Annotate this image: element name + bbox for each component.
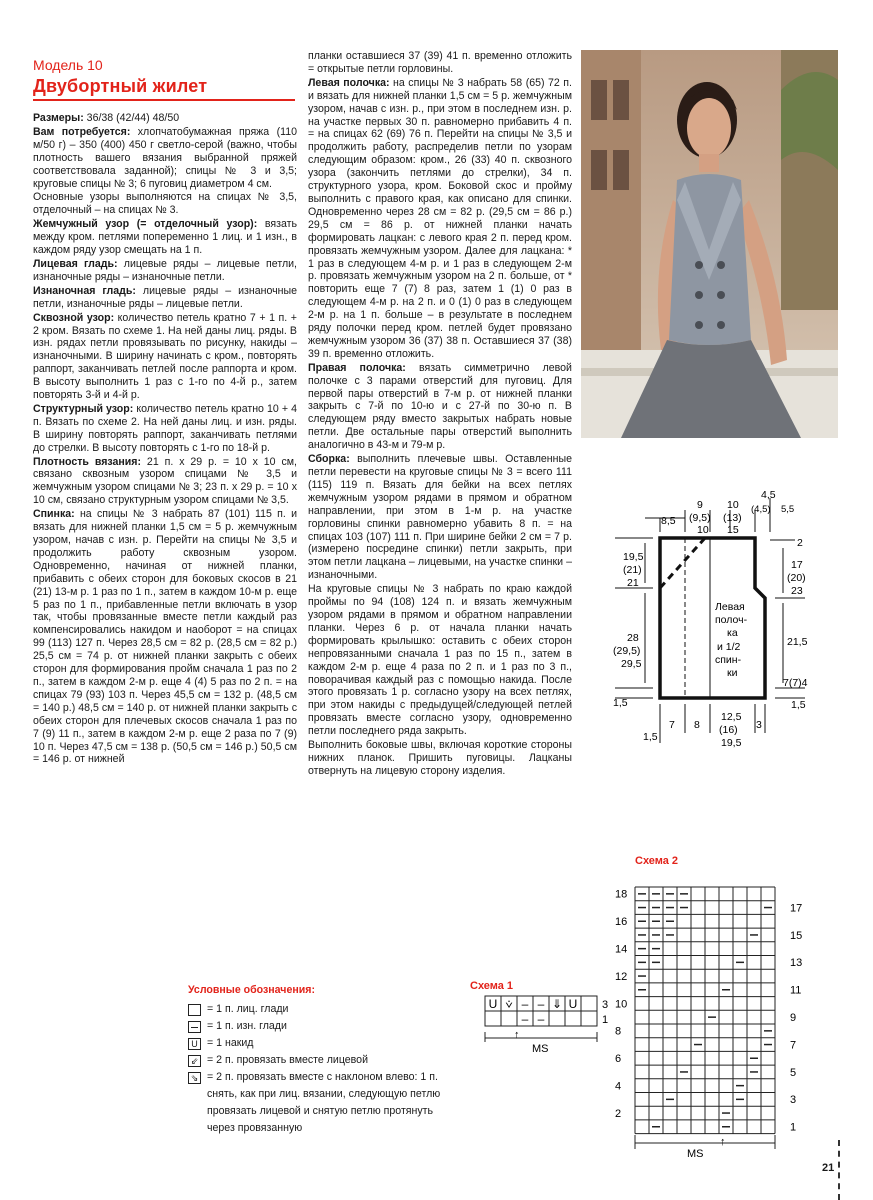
- dim-right-2: 2: [797, 537, 803, 549]
- schema-1-row-3: 3: [602, 999, 609, 1011]
- paragraph-back: Спинка: на спицы № 3 набрать 87 (101) 115 п. и вязать для нижней планки 1,5 см = 5 р. жемчужным узором, начав с изн. р. Перейти на спицы № 3,5 и продолжить работу сквозным узором. Одновременно, начиная от нижней планки, прибавить с обеих сторон для боковых скосов в 21 (21) 13-м р. 1 раз по 1 п., затем в каждом 10-м р. еще 5 раз по 1 п., прибавленные петли включать в узор так, чтобы провязанные вместе петли каждый раз компенсировались накидом и наоборот = на спицах 99 (113) 127 п. Через 28,5 см = 82 р. (28,5 см = 82 р.) 25,5 см = 74 р. от нижней планки закрыть с обеих сторон для формирования пройм сначала 1 раз по 2 п., затем в каждом 2-м р. еще 4 (4) 5 раз по 2 п. = на спицах 79 (93) 103 п. Через 45,5 см = 132 р. (48,5 см = 140 р.) 48,5 см = 140 р. от нижней планки закрыть с обеих сторон для плечевых скосов сначала 1 раз по 7 (9) 11 п., затем в каждом 2-м р. еще 2 раза по 7 (9) 10 п. Через 47,5 см = 138 р. (50,5 см = 146 р.) 50,5 см = 146 р. от нижней: [33, 508, 297, 766]
- dim-top-15: 15: [727, 524, 739, 536]
- inner-label-5: спин-: [715, 654, 742, 666]
- construction-diagram-svg: [605, 488, 840, 768]
- schema-1-grid: [470, 992, 620, 1072]
- svg-text:U: U: [488, 997, 498, 1011]
- ssk-icon: ⇘: [188, 1072, 201, 1084]
- schema-2-row-label: 10: [615, 998, 628, 1011]
- construction-diagram: [605, 488, 840, 773]
- schema-2-row-label: 11: [790, 984, 802, 997]
- paragraph-materials: Вам потребуется: хлопчатобумажная пряжа (110 м/50 г) – 350 (400) 450 г светло-серой (важно, чтобы плотность вашего вязания выбранной пряжей соответствовала заданной); спицы № 3 и 3,5; круговые спицы № 3; 6 пуговиц диаметром 4 см.: [33, 125, 297, 190]
- dim-right-7-7-4: 7(7)4: [783, 677, 808, 689]
- paragraph-finishing: Выполнить боковые швы, включая короткие стороны нижних планок. Пришить пуговицы. Лацканы отвернуть на лицевую сторону изделия.: [308, 739, 572, 777]
- model-photo-illustration: [581, 50, 838, 438]
- dim-bottom-16: (16): [719, 724, 738, 736]
- schema-2-row-label: 4: [615, 1080, 622, 1093]
- schema-2-title: Схема 2: [635, 855, 679, 867]
- svg-text:–: –: [521, 1012, 529, 1026]
- schema-2-row-label: 7: [790, 1039, 797, 1052]
- dim-top-4-5b: (4,5): [751, 504, 771, 515]
- page-title: Двубортный жилет: [33, 76, 208, 96]
- paragraph-back-cont: планки оставшиеся 37 (39) 41 п. временно отложить = открытые петли горловины.: [308, 50, 572, 75]
- schema-2-row-label: 5: [790, 1066, 797, 1079]
- dim-left-19-5: 19,5: [623, 551, 644, 563]
- schema-1-row-1: 1: [602, 1014, 609, 1026]
- dim-right-17: 17: [791, 559, 803, 571]
- dim-left-29-5: 29,5: [621, 658, 642, 670]
- paragraph-seed-stitch: Жемчужный узор (= отделочный узор): вязать между кром. петлями попеременно 1 лиц. и 1 изн., в каждом ряду узор смещать на 1 п.: [33, 218, 297, 257]
- inner-label-2: полоч-: [715, 614, 748, 626]
- legend-item: ⇙ = 2 п. провязать вместе лицевой: [188, 1052, 458, 1069]
- dim-right-21-5: 21,5: [787, 636, 808, 648]
- svg-text:–: –: [521, 997, 529, 1011]
- paragraph-gauge: Плотность вязания: 21 п. х 29 р. = 10 х 10 см, связано сквозным узором спицами № 3,5 и жемчужным узором спицами № 3; 23 п. х 29 р. = 10 х 10 см, связано структурным узором спицами № 3,5.: [33, 455, 298, 507]
- schema-2-row-label: 8: [615, 1025, 622, 1038]
- legend: [188, 982, 458, 1137]
- dim-left-1-5: 1,5: [613, 697, 628, 709]
- schema-2-row-label: 14: [615, 943, 628, 956]
- paragraph-reverse-stockinette: Изнаночная гладь: лицевые ряды – изнаночные петли, изнаночные ряды – лицевые петли.: [33, 284, 297, 310]
- k2tog-icon: ⇙: [188, 1055, 201, 1067]
- inner-label-4: и 1/2: [717, 641, 741, 653]
- model-photo: [581, 50, 838, 438]
- paragraph-right-front: Правая полочка: вязать симметрично левой полочке с 3 парами отверстий для пуговиц. Для первой пары отверстий в 7-м р. от нижней планки закрыть с 7-й по 10-ю и с 27-й по 30-ю п. В следующем ряду вместо закрытых набрать новые петли. Две остальные пары отверстий выполнить аналогично в 43-м и 79-м р.: [308, 361, 572, 452]
- dim-top-4-5: 4,5: [761, 489, 776, 501]
- schema-2: [605, 855, 815, 1162]
- schema-2-row-label: 3: [790, 1094, 797, 1107]
- yarn-over-icon: U: [188, 1038, 201, 1050]
- dim-bottom-19-5: 19,5: [721, 737, 742, 749]
- dim-top-13: (13): [723, 512, 742, 524]
- inner-label-3: ка: [727, 627, 738, 639]
- schema-2-ms: MS: [687, 1148, 704, 1157]
- schema-2-row-label: 6: [615, 1053, 622, 1066]
- dim-top-10b: 10: [727, 499, 739, 511]
- dim-top-9: 9: [697, 499, 703, 511]
- knit-stitch-icon: [188, 1004, 201, 1016]
- legend-item: U = 1 накид: [188, 1035, 458, 1052]
- dim-right-23: 23: [791, 585, 803, 597]
- dim-left-1-5b: 1,5: [643, 731, 658, 743]
- schema-2-arrow-icon: ↑: [720, 1136, 726, 1148]
- legend-item: ⇘ = 2 п. провязать вместе с наклоном влево: 1 п. снять, как при лиц. вязании, следующую петлю провязать лицевой и снятую петлю протянуть через провязанную: [188, 1069, 458, 1137]
- dim-top-5-5: 5,5: [781, 504, 795, 515]
- svg-text:–: –: [537, 1012, 545, 1026]
- dim-right-20: (20): [787, 572, 806, 584]
- dim-top-8-5: 8,5: [661, 515, 676, 527]
- schema-2-row-label: 1: [790, 1121, 797, 1134]
- dim-bottom-3: 3: [756, 719, 762, 731]
- model-label: Модель 10: [33, 57, 103, 73]
- legend-item: = 1 п. лиц. глади: [188, 1001, 458, 1018]
- purl-stitch-icon: [188, 1021, 201, 1033]
- svg-text:U: U: [568, 997, 578, 1011]
- paragraph-sizes: Размеры: 36/38 (42/44) 48/50: [33, 112, 180, 124]
- dim-bottom-12-5: 12,5: [721, 711, 742, 723]
- dim-left-21: 21: [627, 577, 639, 589]
- dim-top-9-5: (9,5): [689, 512, 711, 524]
- dim-top-10: 10: [697, 524, 709, 536]
- left-text-column: [33, 112, 297, 767]
- dim-left-21p: (21): [623, 564, 642, 576]
- schema-2-row-label: 2: [615, 1107, 622, 1120]
- schema-1: [470, 980, 620, 1077]
- schema-2-grid: [605, 867, 815, 1157]
- legend-title: Условные обозначения:: [188, 984, 315, 996]
- paragraph-textured: Структурный узор: количество петель кратно 10 + 4 п. Вязать по схеме 2. На ней даны лиц. и изн. ряды. В ширину повторять раппорт, заканчивать петлями до стрелки. В высоту повторять с 1-го по 18-й р.: [33, 402, 297, 454]
- dim-left-29-5p: (29,5): [613, 645, 641, 657]
- schema-2-row-label: 17: [790, 902, 803, 915]
- schema-2-row-label: 18: [615, 888, 628, 901]
- paragraph-stockinette: Лицевая гладь: лицевые ряды – лицевые петли, изнаночные ряды – изнаночные петли.: [33, 257, 297, 283]
- dim-right-1-5: 1,5: [791, 699, 806, 711]
- schema-2-row-label: 13: [790, 957, 803, 970]
- dim-bottom-8: 8: [694, 719, 700, 731]
- inner-label-6: ки: [727, 667, 738, 679]
- title-underline: [33, 99, 295, 101]
- paragraph-openwork: Сквозной узор: количество петель кратно 7 + 1 п. + 2 кром. Вязать по схеме 1. На ней даны лиц. ряды. В изн. рядах петли провязывать по рисунку, накиды – изнаночными. В ширину начинать с кром., повторять раппорт, заканчивать петлей после раппорта и кром. В высоту выполнить 1 раз с 1-го по 4-й р., затем повторять 3-й и 4-й р.: [33, 311, 297, 402]
- dim-bottom-7: 7: [669, 719, 675, 731]
- schema-2-row-label: 16: [615, 916, 628, 929]
- schema-1-arrow-icon: ↑: [514, 1029, 520, 1041]
- schema-1-ms: MS: [532, 1043, 549, 1055]
- paragraph-basic-patterns: Основные узоры выполняются на спицах № 3,5, отделочный – на спицах № 3.: [33, 191, 297, 217]
- svg-text:⇓: ⇓: [551, 997, 563, 1011]
- schema-1-title: Схема 1: [470, 980, 514, 992]
- schema-2-row-label: 15: [790, 929, 803, 942]
- svg-text:⩒: ⩒: [505, 997, 513, 1011]
- page-number: 21: [822, 1162, 835, 1174]
- paragraph-assembly: Сборка: выполнить плечевые швы. Оставленные петли перевести на круговые спицы № 3 = всего 111 (115) 119 п. Вязать для бейки на всех петлях жемчужным узором рядами в прямом и обратном направлении, при этом в 1-м р. на участке горловины спинки равномерно убавить 8 п. = на спицах 103 (107) 111 п. При ширине бейки 2 см = 7 р. (измерено посредине спинки) петли закрыть, при этом петли лацкана – лицевыми, на участке спинки – изнаночными.: [308, 453, 572, 582]
- middle-text-column: [308, 50, 572, 779]
- page-edge-rule: [838, 1140, 840, 1200]
- schema-2-row-label: 9: [790, 1012, 797, 1024]
- paragraph-left-front: Левая полочка: на спицы № 3 набрать 58 (65) 72 п. и вязать для нижней планки 1,5 см = 5 р. жемчужным узором, начав с изн. р., при этом в последнем изн. р. на участке первых 30 п. равномерно прибавить 4 п. = на спицах 62 (69) 76 п. Перейти на спицы № 3,5 и продолжить работу, распределив петли по узорам следующим образом: кром., 26 (33) 40 п. сквозного узора (закончить петлями до стрелки), 34 п. структурного узора, кром. Боковой скос и пройму выполнить с правого края, как описано для спинки. Одновременно через 28 см = 82 р. (29,5 см = 86 р.) 29,5 см = 86 р. от нижней планки начать формировать лацкан: с левого края 2 п. перед кром. провязать жемчужным узором. Далее для лацкана: * 1 раз в следующем 4-м р. и 1 раз в следующем 2-м р. провязать жемчужным узором на 2 п. больше, от * повторить еще 7 (7) 8 раз, затем 1 (1) 0 раз в следующем 4-м р. на 2 п. и 0 (1) 0 раз в следующем 2-м р. на 1 п. больше – в результате в последнем ряду полочки перед кром. петлей будет провязано жемчужным узором 36 (37) 38 п. Оставшиеся 37 (38) 39 п. временно отложить.: [308, 76, 572, 360]
- legend-item: = 1 п. изн. глади: [188, 1018, 458, 1035]
- schema-2-row-label: 12: [615, 970, 628, 983]
- svg-text:–: –: [537, 997, 545, 1011]
- inner-label-1: Левая: [715, 601, 745, 613]
- paragraph-armhole: На круговые спицы № 3 набрать по краю каждой проймы по 94 (108) 124 п. и вязать жемчужным узором рядами в прямом и обратном направлении планки. Через 6 р. от начала планки начать формировать крылышко: оставить с обеих сторон непровязанными сначала 1 раз по 15 п., затем в каждом 2-м р. еще 4 раза по 2 п. и 1 раз по 3 п., поворачивая каждый раз с помощью накида. После этого провязать 1 р. согласно узору на всех петлях, при этом накиды с предыдущей/следующей петлей провязать вместе согласно узору, одновременно петли последнего ряда закрыть.: [308, 583, 572, 738]
- dim-left-28: 28: [627, 632, 639, 644]
